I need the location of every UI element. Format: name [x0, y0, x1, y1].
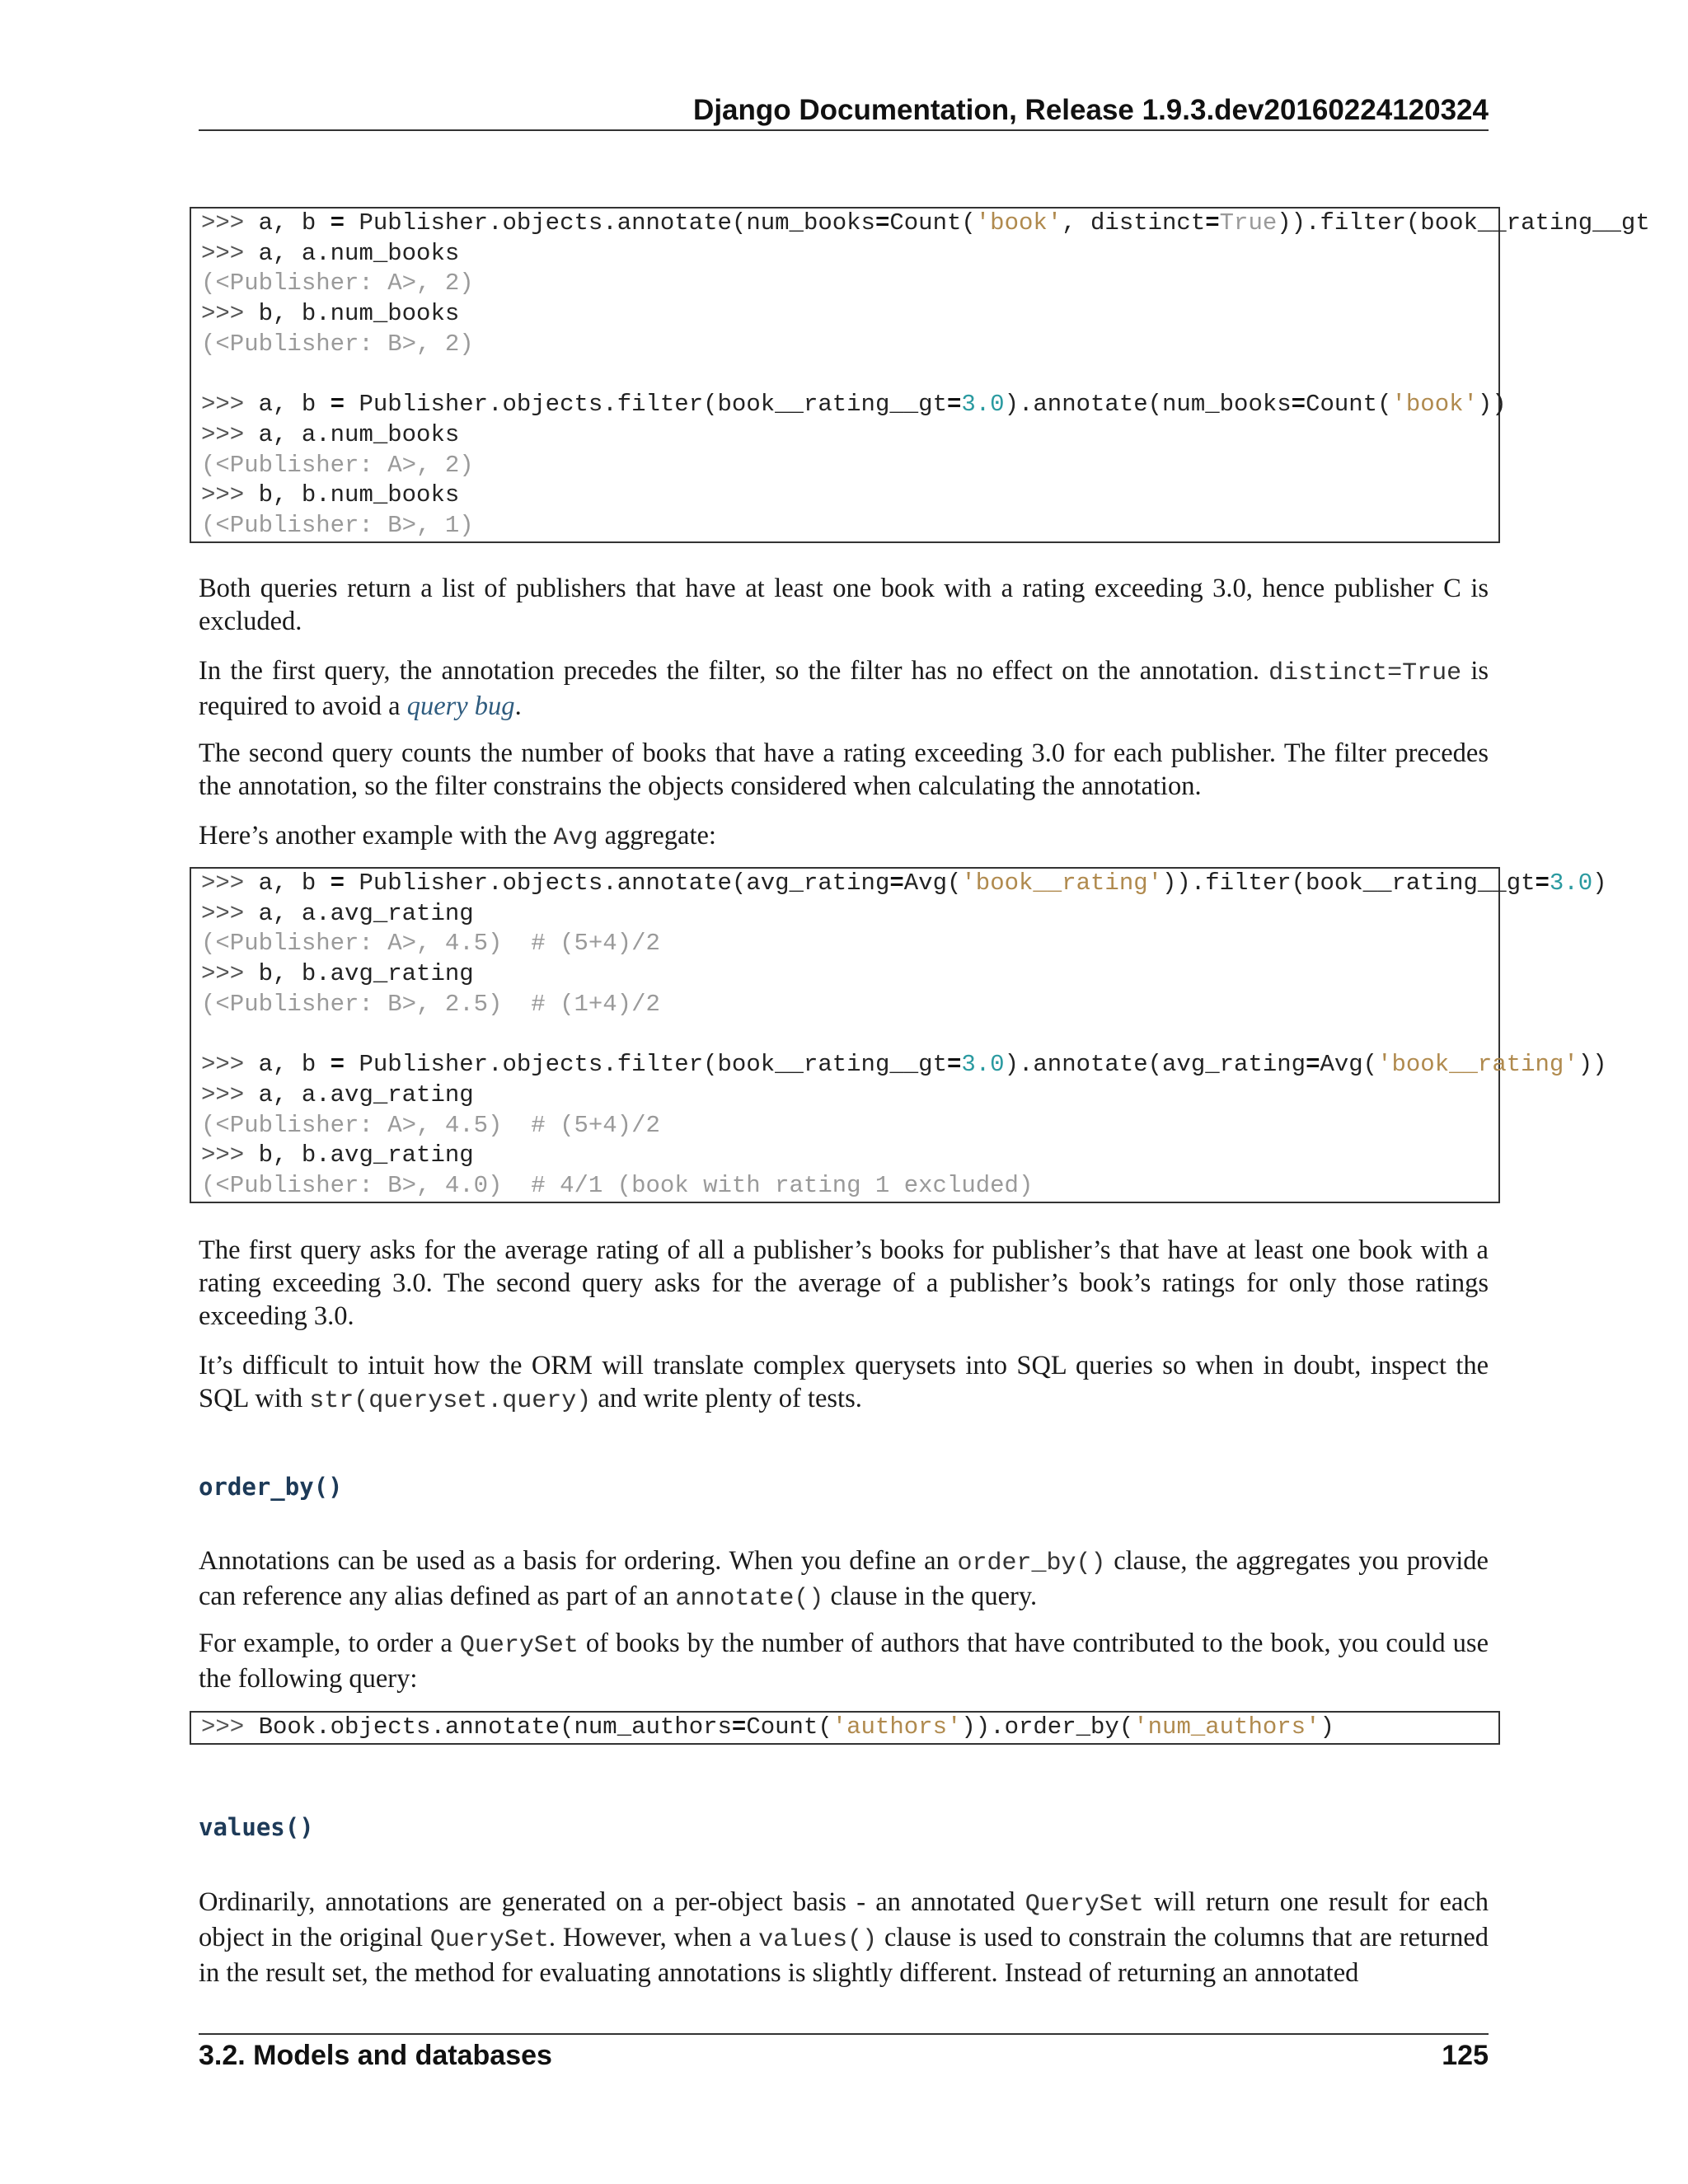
code-token: = [1535, 869, 1550, 897]
code-token: 'num_authors' [1133, 1713, 1320, 1741]
code-token: )).order_by( [961, 1713, 1134, 1741]
code-token: ).annotate(avg_rating [1004, 1051, 1306, 1079]
paragraph-orm-tip: It’s difficult to intuit how the ORM will translate complex querysets into SQL queries so when in doubt, inspect the SQL with str(queryset.query) and write plenty of tests. [199, 1351, 1489, 1415]
code-token: 'book__rating' [1377, 1051, 1578, 1079]
code-token: (<Publisher: A>, 2) [201, 269, 474, 298]
paragraph-second-query: The second query counts the number of books that have a rating exceeding 3.0 for each publisher. The filter precedes the annotation, so the filter constrains the objects considered when calculating the annotation. [199, 738, 1489, 801]
code-line [191, 959, 1498, 990]
code-token: >>> [201, 1141, 259, 1169]
code-token: = [874, 209, 890, 237]
code-line [191, 899, 1498, 930]
header-rule [199, 129, 1489, 131]
code-token: 3.0 [961, 1051, 1005, 1079]
code-token: )).filter(book__rating__gt [1162, 869, 1536, 897]
code-line [191, 420, 1498, 451]
code-line [191, 390, 1507, 420]
code-token: 3.0 [961, 391, 1005, 419]
code-token: = [330, 391, 345, 419]
code-token: >>> [201, 899, 259, 927]
code-token: >>> [201, 960, 259, 988]
code-block-count-example[interactable] [190, 207, 1650, 543]
code-token: Count( [1306, 391, 1392, 419]
paragraph-first-query: In the first query, the annotation precedes the filter, so the filter has no effect on the annotation. distinct=True is required to avoid a query bug. [199, 656, 1489, 721]
code-token: b, b.avg_rating [258, 1141, 474, 1169]
code-token: >>> [201, 869, 259, 897]
code-line [191, 869, 1607, 899]
code-token: (<Publisher: A>, 4.5) # (5+4)/2 [201, 1111, 660, 1139]
code-token: >>> [201, 1051, 259, 1079]
code-token: >>> [201, 209, 259, 237]
code-token: a, a.num_books [258, 420, 460, 448]
code-line [191, 511, 1498, 541]
code-token: >>> [201, 391, 259, 419]
code-token: a, b [258, 391, 331, 419]
code-token: = [889, 869, 904, 897]
code-token: >>> [201, 420, 259, 448]
code-token: Publisher.objects.annotate(num_books [345, 209, 875, 237]
code-token: 'authors' [832, 1713, 962, 1741]
code-token: >>> [201, 1713, 259, 1741]
code-token: (<Publisher: B>, 4.0) # 4/1 (book with rating 1 excluded) [201, 1171, 1034, 1199]
code-token: = [946, 1051, 962, 1079]
code-token: >>> [201, 481, 259, 509]
code-line [191, 1111, 1498, 1141]
query-bug-link[interactable]: query bug [406, 691, 515, 721]
code-token: b, b.num_books [258, 300, 460, 328]
code-token: >>> [201, 1080, 259, 1108]
paragraph-both-queries: Both queries return a list of publishers that have at least one book with a rating exceeding 3.0, hence publisher C is excluded. [199, 574, 1489, 636]
code-blank-line [191, 1019, 1498, 1050]
paragraph-order-example: For example, to order a QuerySet of books by the number of authors that have contributed to the book, you could use the following query: [199, 1629, 1489, 1694]
running-header: Django Documentation, Release 1.9.3.dev20160224120324 [693, 94, 1489, 126]
code-token: Publisher.objects.annotate(avg_rating [345, 869, 890, 897]
code-token: (<Publisher: B>, 1) [201, 511, 474, 539]
code-token: , distinct [1062, 209, 1206, 237]
code-token: a, a.num_books [258, 239, 460, 267]
inline-code-queryset: QuerySet [1025, 1891, 1144, 1919]
code-blank-line [191, 359, 1498, 390]
code-line [191, 1713, 1498, 1743]
code-line [191, 1080, 1498, 1111]
footer-rule [199, 2033, 1489, 2035]
code-block-avg-example[interactable] [190, 867, 1607, 1203]
code-line [191, 990, 1498, 1020]
code-token: Publisher.objects.filter(book__rating__gt [345, 1051, 947, 1079]
code-token: Avg( [1320, 1051, 1378, 1079]
code-token: = [946, 391, 962, 419]
code-token: ) [1592, 869, 1607, 897]
inline-code-queryset: QuerySet [459, 1632, 579, 1660]
section-heading-values: values() [199, 1813, 314, 1841]
code-token: )) [1578, 1051, 1607, 1079]
code-token: ).annotate(num_books [1004, 391, 1292, 419]
code-line [191, 1050, 1607, 1080]
code-token: = [330, 869, 345, 897]
code-token: = [731, 1713, 747, 1741]
code-token: a, b [258, 869, 331, 897]
inline-code-order-by: order_by() [957, 1549, 1106, 1577]
code-line [191, 1171, 1498, 1202]
code-token: = [1205, 209, 1220, 237]
code-token: a, b [258, 1051, 331, 1079]
paragraph-values: Ordinarily, annotations are generated on a per-object basis - an annotated QuerySet will return one result for each object in the original QuerySet. However, when a values() clause is used to constrain the columns that are returned in the result set, the method for evaluating annotations is slightly different. Instead of returning an annotated [199, 1887, 1489, 1988]
code-token: = [330, 1051, 345, 1079]
code-line [191, 330, 1498, 360]
code-line [191, 1141, 1498, 1171]
inline-code-avg: Avg [553, 824, 598, 852]
code-token: 'book' [1391, 391, 1478, 419]
paragraph-ordering: Annotations can be used as a basis for ordering. When you define an order_by() clause, the aggregates you provide can reference any alias defined as part of an annotate() clause in the query. [199, 1546, 1489, 1613]
code-token: (<Publisher: A>, 2) [201, 451, 474, 479]
code-token: >>> [201, 239, 259, 267]
code-line [191, 209, 1650, 239]
inline-code-distinct: distinct=True [1268, 659, 1462, 687]
code-token: (<Publisher: B>, 2) [201, 330, 474, 358]
code-block-order-by-example[interactable] [190, 1711, 1500, 1745]
code-line [191, 299, 1498, 330]
paragraph-avg-intro: Here’s another example with the Avg aggregate: [199, 821, 716, 852]
code-token: 3.0 [1549, 869, 1593, 897]
code-token: Count( [889, 209, 976, 237]
code-token: (<Publisher: B>, 2.5) # (1+4)/2 [201, 990, 660, 1018]
code-token: 'book' [975, 209, 1062, 237]
inline-code-values: values() [758, 1926, 878, 1954]
page-number: 125 [1442, 2040, 1489, 2071]
inline-code-annotate: annotate() [675, 1585, 824, 1613]
code-token: = [330, 209, 345, 237]
code-line [191, 929, 1498, 959]
code-line [191, 480, 1498, 511]
code-line [191, 239, 1498, 269]
code-token: = [1306, 1051, 1320, 1079]
code-token: (<Publisher: A>, 4.5) # (5+4)/2 [201, 930, 660, 958]
code-line [191, 451, 1498, 481]
code-token: b, b.num_books [258, 481, 460, 509]
inline-code-queryset: QuerySet [429, 1926, 549, 1954]
code-line [191, 269, 1498, 299]
code-token: a, a.avg_rating [258, 899, 474, 927]
code-token: )).filter(book__rating__gt [1277, 209, 1650, 237]
code-token: Publisher.objects.filter(book__rating__gt [345, 391, 947, 419]
code-token: True [1219, 209, 1278, 237]
code-token: a, b [258, 209, 331, 237]
code-token: 'book__rating' [961, 869, 1163, 897]
code-token: Book.objects.annotate(num_authors [258, 1713, 732, 1741]
code-token: ) [1320, 1713, 1334, 1741]
code-token: )) [1477, 391, 1507, 419]
code-token: Avg( [903, 869, 962, 897]
code-token: Count( [746, 1713, 832, 1741]
code-token: b, b.avg_rating [258, 960, 474, 988]
code-token: = [1291, 391, 1306, 419]
code-token: a, a.avg_rating [258, 1080, 474, 1108]
paragraph-avg-explanation: The first query asks for the average rating of all a publisher’s books for publisher’s that have at least one book with a rating exceeding 3.0. The second query asks for the average of a publisher’s book’s ratings for only those ratings exceeding 3.0. [199, 1235, 1489, 1331]
footer-section: 3.2. Models and databases [199, 2040, 552, 2071]
inline-code-str-query: str(queryset.query) [309, 1387, 592, 1415]
code-token: >>> [201, 300, 259, 328]
section-heading-order-by: order_by() [199, 1473, 343, 1501]
